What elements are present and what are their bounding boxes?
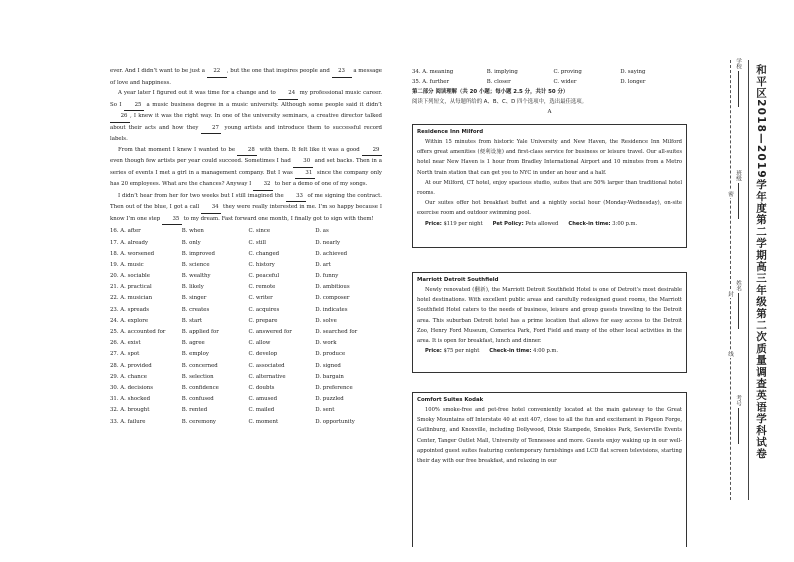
option-row bbox=[110, 248, 382, 259]
option-choice: B. likely bbox=[181, 284, 204, 291]
fill-in-line[interactable] bbox=[738, 71, 739, 107]
option-choice: 18. A. worsened bbox=[110, 250, 155, 257]
answer-blank: 30 bbox=[293, 156, 313, 168]
field-2 bbox=[734, 170, 742, 219]
option-choice: 24. A. explore bbox=[110, 317, 149, 324]
answer-blank: 32 bbox=[253, 179, 273, 191]
option-choice: 35. A. further bbox=[412, 79, 450, 85]
answer-blank: 34 bbox=[201, 202, 221, 214]
exam-title: 和平区2018—2019学年度第二学期高三年级第二次质量调查英语学科试卷 bbox=[755, 64, 767, 460]
answer-blank: 23 bbox=[332, 66, 352, 78]
answer-blank: 29 bbox=[362, 145, 382, 157]
option-choice: B. creates bbox=[181, 306, 210, 313]
option-choice: 32. A. brought bbox=[110, 407, 150, 414]
option-choice: C. wider bbox=[553, 79, 577, 85]
field-3 bbox=[734, 280, 742, 329]
option-choice: 26. A. exist bbox=[110, 340, 141, 347]
hotel-price-line bbox=[417, 346, 682, 356]
option-choice: C. doubts bbox=[248, 384, 275, 391]
option-choice: C. changed bbox=[248, 250, 280, 257]
option-row bbox=[110, 282, 382, 293]
option-choice: D. achieved bbox=[315, 250, 348, 257]
option-choice: 27. A. spot bbox=[110, 351, 140, 358]
option-choice: C. proving bbox=[553, 69, 582, 75]
option-row bbox=[110, 338, 382, 349]
option-choice: C. answered for bbox=[248, 329, 292, 336]
fill-in-line[interactable] bbox=[738, 408, 739, 444]
passage-text: to my dream. Fast forward one month, I finally got to sign with them! bbox=[181, 215, 374, 222]
option-choice: B. confused bbox=[181, 396, 214, 403]
option-choice: D. composer bbox=[315, 295, 350, 302]
option-choice: D. puzzled bbox=[315, 396, 344, 403]
passage-text: From that moment I knew I wanted to be bbox=[118, 146, 238, 153]
option-choice: C. amused bbox=[248, 396, 278, 403]
hotel-description: Our suites offer hot breakfast buffet and a nightly social hour (Monday-Wednesday), on-site exercise room and outdoor swimming pool. bbox=[417, 200, 682, 217]
option-choice: B. implying bbox=[486, 69, 518, 75]
option-choice: 28. A. provided bbox=[110, 362, 152, 369]
option-choice: B. confidence bbox=[181, 384, 219, 391]
passage-text: young artists and introduce them to successful record labels. bbox=[110, 124, 382, 142]
option-choice: C. prepare bbox=[248, 317, 278, 324]
hotel-ad-box bbox=[412, 392, 687, 547]
option-choice: C. acquires bbox=[248, 306, 280, 313]
price-label: Pet Policy: bbox=[492, 220, 524, 227]
field-label: 班级 bbox=[735, 170, 741, 182]
price-value: Pets allowed bbox=[523, 220, 559, 227]
price-label: Price: bbox=[425, 220, 442, 227]
option-row bbox=[110, 416, 382, 427]
option-row bbox=[110, 226, 382, 237]
answer-blank: 25 bbox=[124, 100, 144, 112]
option-row bbox=[110, 405, 382, 416]
option-choice: B. improved bbox=[181, 250, 215, 257]
passage-text: I didn’t hear from her for two weeks but I still imagined the bbox=[118, 192, 286, 199]
option-choice: C. allow bbox=[248, 340, 271, 347]
option-choice: B. start bbox=[181, 317, 203, 324]
passage-text: with them. It felt like it was a good bbox=[257, 146, 362, 153]
passage-text: a music business degree in a music university. Although some people said it didn’t bbox=[144, 101, 382, 108]
option-row bbox=[110, 371, 382, 382]
seal-line-dashed bbox=[730, 60, 731, 500]
option-choice: C. peaceful bbox=[248, 273, 280, 280]
hotel-name: Residence Inn Milford bbox=[417, 129, 484, 135]
option-choice: 19. A. music bbox=[110, 261, 144, 268]
answer-blank: 35 bbox=[162, 214, 182, 226]
price-value: 3:00 p.m. bbox=[610, 220, 638, 227]
option-choice: C. moment bbox=[248, 418, 279, 425]
field-label: 考号 bbox=[735, 395, 741, 407]
option-choice: C. associated bbox=[248, 362, 285, 369]
answer-blank: 33 bbox=[286, 191, 306, 203]
price-value: 4:00 p.m. bbox=[531, 348, 559, 355]
option-choice: 34. A. meaning bbox=[412, 69, 454, 75]
cloze-column bbox=[110, 66, 382, 427]
option-choice: D. nearly bbox=[315, 239, 341, 246]
option-choice: 21. A. practical bbox=[110, 284, 152, 291]
option-row bbox=[110, 304, 382, 315]
passage-paragraph bbox=[110, 145, 382, 191]
hotel-ad-box bbox=[412, 124, 687, 248]
option-choice: B. selection bbox=[181, 373, 214, 380]
option-row bbox=[110, 271, 382, 282]
option-choice: 22. A. musician bbox=[110, 295, 153, 302]
option-choice: D. art bbox=[315, 261, 331, 268]
field-label: 学校 bbox=[735, 58, 741, 70]
passage-text: of me signing the contract. Then out of the blue, I got a call bbox=[110, 192, 382, 210]
option-row bbox=[110, 327, 382, 338]
option-choice: D. work bbox=[315, 340, 337, 347]
cloze-passage bbox=[110, 66, 382, 225]
passage-text: A year later I figured out it was time for a change and to bbox=[118, 90, 278, 96]
section-title: 第二部分 阅读理解（共 20 小题；每小题 2.5 分，共计 50 分） bbox=[412, 89, 569, 95]
answer-blank: 27 bbox=[201, 123, 221, 135]
option-choice: D. sent bbox=[315, 407, 335, 414]
option-choice: D. searched for bbox=[315, 329, 358, 336]
hotel-description: Within 15 minutes from historic Yale University and New Haven, the Residence Inn Milford offers great amenities (便利设施) and first-class service for business or leisure travel. Our all-suites hotel near New Haven is 1 hour from Bradley International Airport and 10 minutes from a Metro North train station that can get you to NYC in under an hour and a half. bbox=[417, 139, 682, 176]
option-choice: C. since bbox=[248, 228, 271, 235]
hotel-name: Marriott Detroit Southfield bbox=[417, 277, 499, 283]
option-choice: D. bargain bbox=[315, 373, 344, 380]
option-choice: C. mailed bbox=[248, 407, 275, 414]
option-choice: D. as bbox=[315, 228, 329, 235]
option-choice: 33. A. failure bbox=[110, 418, 146, 425]
binding-margin bbox=[690, 50, 790, 520]
option-row bbox=[110, 394, 382, 405]
seal-word: 线 bbox=[727, 351, 733, 357]
option-choice: D. opportunity bbox=[315, 418, 355, 425]
option-choice: B. ceremony bbox=[181, 418, 216, 425]
price-value: $119 per night bbox=[441, 220, 483, 227]
option-choice: D. saying bbox=[620, 69, 646, 75]
option-choice: 17. A. already bbox=[110, 239, 149, 246]
option-choice: D. ambitious bbox=[315, 284, 350, 291]
option-choice: 25. A. accounted for bbox=[110, 329, 166, 336]
section-instruction: 阅读下列短文，从每题所给的 A、B、C、D 四个选项中，选出最佳选项。 bbox=[412, 99, 588, 105]
option-choice: D. signed bbox=[315, 362, 341, 369]
passage-letter: A bbox=[547, 109, 552, 115]
field-4 bbox=[734, 395, 742, 444]
passage-text: and set backs. Then in a series of events I met a girl in a management company. But I was bbox=[110, 158, 382, 176]
passage-paragraph bbox=[110, 88, 382, 145]
hotel-description: At our Milford, CT hotel, enjoy spacious studio, suites that are 50% larger than traditional hotel rooms. bbox=[417, 179, 682, 197]
price-label: Check-in time: bbox=[489, 348, 532, 355]
option-row bbox=[110, 360, 382, 371]
field-1 bbox=[734, 58, 742, 107]
fill-in-line[interactable] bbox=[738, 293, 739, 329]
option-choice: C. develop bbox=[248, 351, 278, 358]
option-choice: 23. A. spreads bbox=[110, 306, 150, 313]
hotel-price-line bbox=[417, 219, 682, 229]
option-row bbox=[110, 349, 382, 360]
passage-paragraph bbox=[110, 66, 382, 88]
option-choice: D. indicates bbox=[315, 306, 348, 313]
option-choice: C. history bbox=[248, 261, 275, 268]
field-label: 姓名 bbox=[735, 280, 741, 292]
answer-blank: 31 bbox=[295, 168, 315, 180]
hotel-description: Newly renovated (翻新), the Marriott Detroit Southfield Hotel is one of Detroit’s most desirable hotel destinations. With excellent public areas and carefully redesigned guest rooms, the Marriott Southfield Hotel caters to the needs of business, leisure and group guests traveling to the Detroit area. This suburban Detroit hotel has a prime location that allows for easy access to the Detroit Zoo, Henry Ford Museum, Comerica Park, Ford Field and many of the other local activities in the area. It is open for breakfast, lunch and dinner. bbox=[417, 287, 682, 345]
option-choice: B. singer bbox=[181, 295, 207, 302]
option-choice: D. longer bbox=[620, 79, 646, 85]
answer-blank: 28 bbox=[237, 145, 257, 157]
reading-column bbox=[412, 67, 687, 465]
passage-text: even though few artists per year could succeed. Sometimes I had bbox=[110, 158, 293, 164]
option-choice: B. employ bbox=[181, 351, 209, 358]
price-label: Price: bbox=[425, 348, 442, 355]
passage-text: , but the one that inspires people and bbox=[226, 68, 332, 74]
option-choice: 29. A. chance bbox=[110, 373, 147, 380]
hotel-name: Comfort Suites Kodak bbox=[417, 397, 484, 403]
option-row bbox=[110, 237, 382, 248]
option-choice: B. concerned bbox=[181, 362, 218, 369]
option-choice: C. remote bbox=[248, 284, 276, 291]
option-choice: 20. A. sociable bbox=[110, 273, 150, 280]
price-value: $75 per night bbox=[441, 348, 480, 355]
price-label: Check-in time: bbox=[568, 220, 611, 227]
option-choice: C. still bbox=[248, 239, 266, 246]
option-choice: D. preference bbox=[315, 384, 353, 391]
answer-blank: 26 bbox=[110, 111, 130, 123]
option-choice: B. closer bbox=[486, 79, 511, 85]
passage-paragraph bbox=[110, 191, 382, 226]
option-choice: B. wealthy bbox=[181, 273, 211, 280]
option-choice: C. writer bbox=[248, 295, 273, 302]
option-row bbox=[110, 316, 382, 327]
option-choice: B. rented bbox=[181, 407, 208, 414]
option-choice: B. only bbox=[181, 239, 201, 246]
cloze-options bbox=[110, 226, 382, 427]
passage-text: to her a demo of one of my songs. bbox=[273, 181, 368, 187]
option-choice: C. alternative bbox=[248, 373, 286, 380]
hotel-description: 100% smoke-free and pet-free hotel conveniently located at the main gateway to the Great Smoky Mountains off Interstate 40 at exit 407, close to all the fun and excitement in Pigeon Forge, Gatlinburg, and Knoxville, including Dollywood, Dixie Stampede, Smokies Park, Sevierville Events Center, Tanger Outlet Mall, University of Tennessee and more. Guests enjoy waking up in our well-appointed guest suites featuring contemporary furnishings and LCD flat screen televisions, starting their day with our free breakfast, and relaxing in our bbox=[417, 407, 682, 465]
hotel-ad-box bbox=[412, 272, 687, 373]
passage-text: ever. And I didn’t want to be just a bbox=[110, 68, 207, 74]
option-choice: 16. A. after bbox=[110, 228, 141, 235]
seal-word: 密 bbox=[727, 191, 733, 197]
answer-blank: 22 bbox=[207, 66, 227, 78]
option-choice: B. science bbox=[181, 261, 210, 268]
passage-text: since the company only has 20 employees. What are the chances? Anyway I bbox=[110, 169, 382, 187]
passage-text: a message of love and happiness. bbox=[110, 68, 382, 86]
fill-in-line[interactable] bbox=[738, 183, 739, 219]
option-choice: B. when bbox=[181, 228, 204, 235]
seal-word: 封 bbox=[727, 291, 733, 297]
option-row bbox=[110, 260, 382, 271]
option-row bbox=[110, 383, 382, 394]
passage-text: my professional music career. So I bbox=[110, 90, 382, 108]
passage-text: , I knew it was the right way. In one of the university seminars, a creative director talked about their acts and how they bbox=[110, 113, 382, 131]
hotel-ads bbox=[412, 67, 687, 557]
option-choice: 31. A. shocked bbox=[110, 396, 151, 403]
option-choice: D. produce bbox=[315, 351, 346, 358]
passage-text: they were really interested in me. I’m so happy because I know I’m one step bbox=[110, 204, 382, 222]
option-choice: D. funny bbox=[315, 273, 339, 280]
option-choice: 30. A. decisions bbox=[110, 384, 153, 391]
option-choice: B. applied for bbox=[181, 329, 219, 336]
seal-line-solid bbox=[748, 60, 749, 500]
answer-blank: 24 bbox=[278, 88, 298, 100]
option-choice: D. solve bbox=[315, 317, 337, 324]
option-choice: B. agree bbox=[181, 340, 205, 347]
option-row bbox=[110, 293, 382, 304]
